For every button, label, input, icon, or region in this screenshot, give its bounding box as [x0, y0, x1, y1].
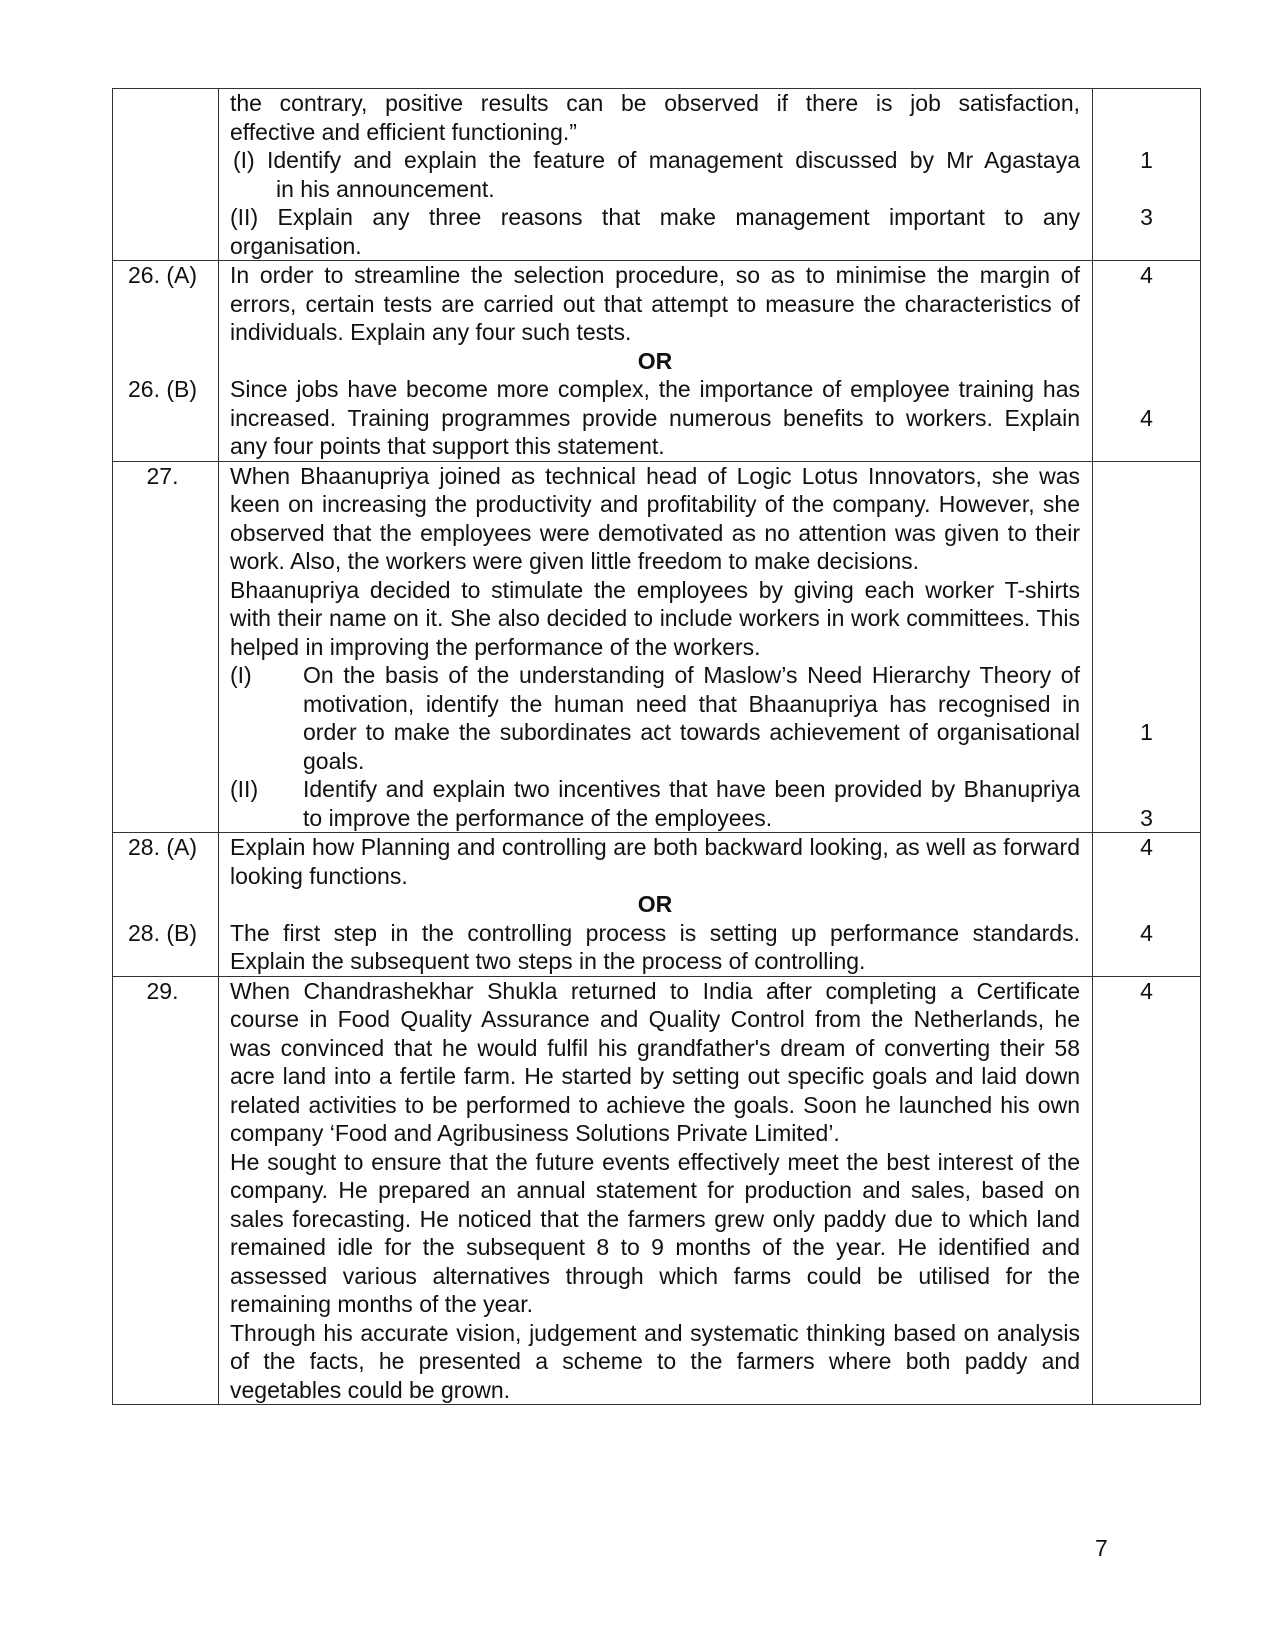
sub-question-label: (II)	[230, 776, 259, 802]
question-number: 28. (A)	[127, 834, 198, 860]
marks-value: 4	[1140, 262, 1153, 288]
question-text-cell	[219, 833, 1093, 977]
marks-cell	[1093, 461, 1201, 833]
question-number-cell	[113, 461, 219, 833]
page-number: 7	[1095, 1535, 1108, 1561]
question-row-27	[113, 461, 1201, 833]
question-text: In order to streamline the selection procedure, so as to minimise the margin of errors, certain tests are carried out that attempt to measure the characteristics of individuals. Explain any four such tests.	[230, 262, 1080, 345]
question-paragraph: When Bhaanupriya joined as technical head of Logic Lotus Innovators, she was keen on increasing the productivity and profitability of the company. However, she observed that the employees were demotivated as no attention was given to their work. Also, the workers were given little freedom to make decisions.	[230, 462, 1080, 574]
question-text: Since jobs have become more complex, the importance of employee training has increased. Training programmes provide numerous benefits to workers. Explain any four points that support this statement.	[230, 376, 1080, 459]
text-line: effective and efficient functioning.”	[230, 118, 577, 145]
marks-value: 4	[1140, 919, 1153, 946]
question-row-26	[113, 261, 1201, 462]
text-line: the contrary, positive results can be observed if there is job satisfaction,	[230, 90, 1080, 116]
or-separator: OR	[637, 347, 673, 374]
question-paragraph: Bhaanupriya decided to stimulate the employees by giving each worker T-shirts with their name on it. She also decided to include workers in work committees. This helped in improving the performance of the workers.	[230, 576, 1080, 660]
part-1-text: (I) Identify and explain the feature of management discussed by Mr Agastaya	[233, 147, 1080, 173]
question-text-cell	[219, 89, 1093, 261]
part-1-text-cont: in his announcement.	[276, 175, 495, 202]
marks-cell	[1093, 976, 1201, 1405]
question-paragraph: When Chandrashekhar Shukla returned to India after completing a Certificate course in Food Quality Assurance and Quality Control from the Netherlands, he was convinced that he would fulfil his grandfather's dream of converting their 58 acre land into a fertile farm. He started by setting out specific goals and laid down related activities to be performed to achieve the goals. Soon he launched his own company ‘Food and Agribusiness Solutions Private Limited’.	[230, 977, 1080, 1146]
question-text-cell	[219, 261, 1093, 462]
question-text-cell	[219, 976, 1093, 1405]
question-paragraph: He sought to ensure that the future events effectively meet the best interest of the company. He prepared an annual statement for production and sales, based on sales forecasting. He noticed that the farmers grew only paddy due to which land remained idle for the subsequent 8 to 9 months of the year. He identified and assessed various alternatives through which farms could be utilised for the remaining months of the year.	[230, 1148, 1080, 1317]
question-table	[112, 88, 1201, 1405]
marks-cell	[1093, 89, 1201, 261]
part-2-text: (II) Explain any three reasons that make management important to any	[230, 204, 1080, 230]
part-2-text-cont: organisation.	[230, 232, 362, 259]
question-number: 29.	[146, 977, 179, 1004]
sub-question-text: On the basis of the understanding of Maslow’s Need Hierarchy Theory of motivation, identify the human need that Bhaanupriya has recognised in order to make the subordinates act towards achievement of organisational goals.	[303, 662, 1080, 774]
question-number: 27.	[146, 462, 179, 489]
sub-question-label: (I)	[230, 662, 252, 688]
marks-value: 4	[1140, 404, 1153, 431]
question-number-cell	[113, 976, 219, 1405]
question-number: 26. (A)	[127, 262, 198, 288]
question-row-28	[113, 833, 1201, 977]
question-number-cell	[113, 833, 219, 977]
question-number: 28. (B)	[127, 919, 198, 946]
question-text: Explain how Planning and controlling are both backward looking, as well as forward looking functions.	[230, 834, 1080, 889]
question-text: The first step in the controlling process is setting up performance standards. Explain the subsequent two steps in the process of controlling.	[230, 919, 1080, 974]
question-row-29	[113, 976, 1201, 1405]
or-separator: OR	[637, 891, 673, 917]
sub-question	[230, 775, 1080, 832]
question-number: 26. (B)	[127, 376, 198, 402]
marks-value: 1	[1140, 719, 1153, 745]
marks-value: 4	[1140, 977, 1153, 1004]
marks-value: 3	[1140, 804, 1153, 831]
sub-question-text: Identify and explain two incentives that have been provided by Bhanupriya to improve the performance of the employees.	[303, 776, 1080, 831]
question-row-25-cont	[113, 89, 1201, 261]
marks-value: 3	[1140, 204, 1153, 230]
marks-cell	[1093, 833, 1201, 977]
marks-value: 4	[1140, 834, 1153, 860]
marks-value: 1	[1140, 147, 1153, 173]
question-paragraph: Through his accurate vision, judgement and systematic thinking based on analysis of the facts, he presented a scheme to the farmers where both paddy and vegetables could be grown.	[230, 1319, 1080, 1403]
question-text-cell	[219, 461, 1093, 833]
question-number-cell	[113, 261, 219, 462]
marks-cell	[1093, 261, 1201, 462]
sub-question	[230, 661, 1080, 775]
question-number-cell	[113, 89, 219, 261]
